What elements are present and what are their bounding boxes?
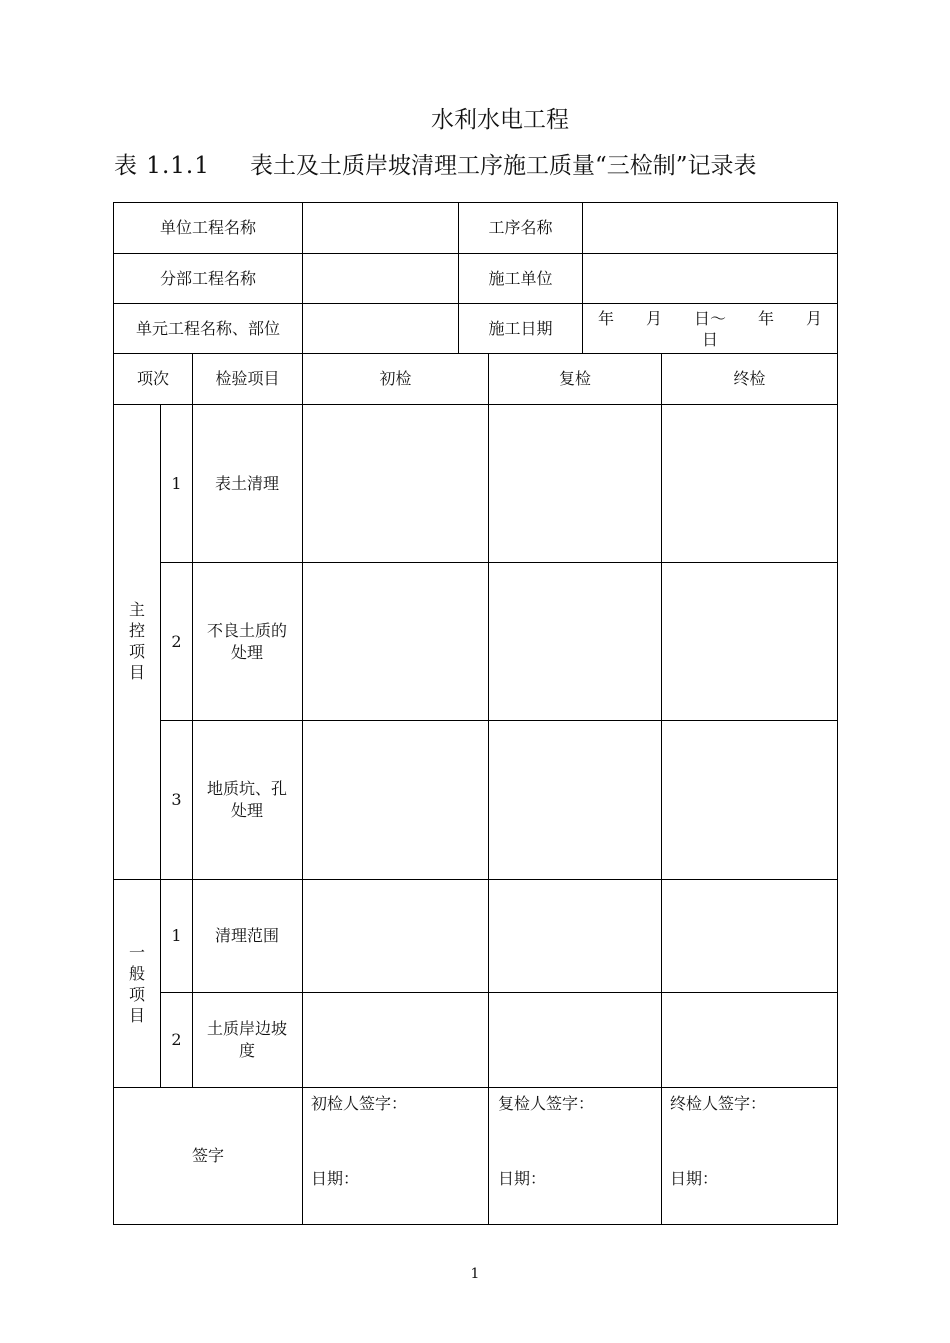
date-field-line2: 日: [701, 330, 718, 349]
unit-project-field[interactable]: [303, 203, 458, 253]
final-check-cell[interactable]: [662, 721, 837, 879]
second-check-cell[interactable]: [489, 993, 661, 1087]
first-check-cell[interactable]: [303, 880, 488, 992]
signature-label: 签字: [191, 1146, 224, 1165]
element-label: 单元工程名称、部位: [135, 318, 280, 338]
check-item-name: 土质岸边坡度: [206, 1019, 287, 1060]
check-item-name: 不良土质的处理: [206, 620, 287, 662]
second-check-cell[interactable]: [489, 563, 661, 720]
column-header-check-item: 检验项目: [215, 369, 280, 388]
first-signer-label: 初检人签字：: [311, 1094, 408, 1113]
group-label-main-control: 主控项目: [128, 600, 145, 682]
final-signer-label: 终检人签字：: [670, 1094, 767, 1113]
group-label-general: 一般项目: [128, 943, 145, 1025]
column-header-item-no: 项次: [136, 369, 169, 388]
final-check-cell[interactable]: [662, 563, 837, 720]
check-item-name: 地质坑、孔处理: [206, 779, 287, 820]
final-date-label: 日期：: [670, 1169, 719, 1188]
first-check-cell[interactable]: [303, 721, 488, 879]
constructor-label: 施工单位: [488, 268, 553, 288]
second-check-cell[interactable]: [489, 880, 661, 992]
second-check-cell[interactable]: [489, 405, 661, 562]
unit-project-label: 单位工程名称: [159, 218, 256, 237]
row-number: 1: [171, 473, 182, 493]
column-header-second-check: 复检: [558, 369, 591, 388]
table-title: 表土及土质岸坡清理工序施工质量“三检制”记录表: [250, 153, 757, 179]
check-item-name: 清理范围: [214, 926, 279, 945]
first-signature-field[interactable]: [303, 1115, 488, 1165]
constructor-field[interactable]: [583, 254, 837, 303]
second-date-label: 日期：: [498, 1169, 547, 1188]
row-number: 1: [171, 926, 182, 945]
page-number: 1: [470, 1266, 480, 1282]
column-header-first-check: 初检: [379, 369, 412, 388]
second-signer-label: 复检人签字：: [498, 1094, 595, 1113]
final-check-cell[interactable]: [662, 880, 837, 992]
column-header-final-check: 终检: [733, 369, 766, 388]
element-field[interactable]: [303, 304, 458, 353]
first-date-label: 日期：: [311, 1169, 360, 1188]
final-check-cell[interactable]: [662, 993, 837, 1087]
sub-project-label: 分部工程名称: [159, 268, 256, 288]
document-title: 水利水电工程: [431, 107, 569, 133]
row-number: 2: [171, 1030, 182, 1049]
date-field-line1[interactable]: 年 月 日～ 年 月: [597, 309, 822, 328]
first-check-cell[interactable]: [303, 993, 488, 1087]
first-check-cell[interactable]: [303, 563, 488, 720]
first-check-cell[interactable]: [303, 405, 488, 562]
final-check-cell[interactable]: [662, 405, 837, 562]
process-label: 工序名称: [488, 218, 553, 237]
process-field[interactable]: [583, 203, 837, 253]
table-number: 表 1.1.1: [114, 153, 210, 179]
check-item-name: 表土清理: [214, 473, 279, 493]
row-number: 3: [171, 790, 182, 809]
final-signature-field[interactable]: [662, 1115, 837, 1165]
second-signature-field[interactable]: [489, 1115, 661, 1165]
date-label: 施工日期: [488, 318, 553, 338]
second-check-cell[interactable]: [489, 721, 661, 879]
sub-project-field[interactable]: [303, 254, 458, 303]
row-number: 2: [171, 631, 182, 651]
